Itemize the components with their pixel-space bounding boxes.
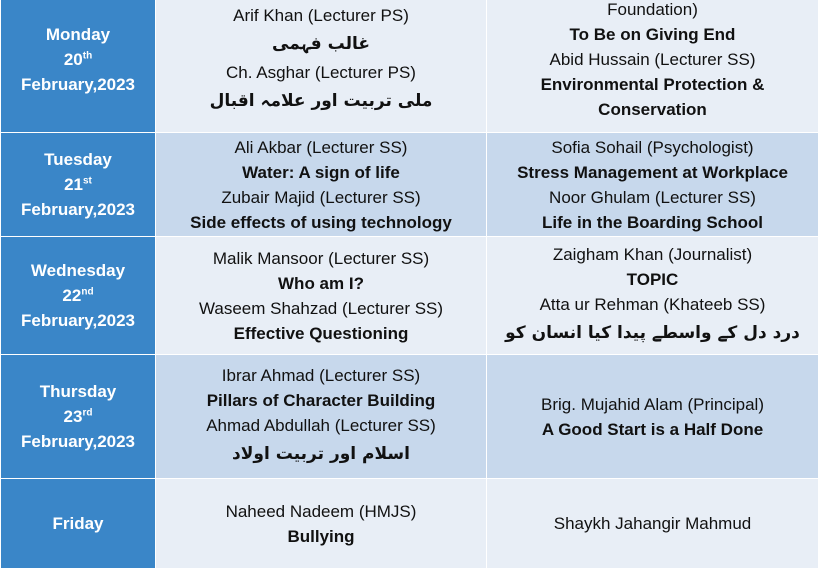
session-topic: Conservation [487,97,818,122]
day-date [1,172,155,197]
speaker-name: Zaigham Khan (Journalist) [487,242,818,267]
session-cell-second [487,133,818,237]
day-cell [1,355,156,479]
session-topic: Effective Questioning [156,321,486,346]
session-topic: Pillars of Character Building [156,388,486,413]
day-name: Tuesday [1,147,155,172]
speaker-name: Sofia Sohail (Psychologist) [487,135,818,160]
day-date [1,404,155,429]
session-topic: To Be on Giving End [487,22,818,47]
date-suffix: nd [81,286,93,297]
speaker-name: Waseem Shahzad (Lecturer SS) [156,296,486,321]
speaker-name: Zubair Majid (Lecturer SS) [156,185,486,210]
speaker-name: Abid Hussain (Lecturer SS) [487,47,818,72]
session-topic: Stress Management at Workplace [487,160,818,185]
session-cell-first [156,479,487,569]
session-topic: Environmental Protection & [487,72,818,97]
schedule-row-friday [1,479,818,569]
session-topic: Bullying [156,524,486,549]
session-topic: Side effects of using technology [156,210,486,235]
speaker-name: Brig. Mujahid Alam (Principal) [487,392,818,417]
speaker-name: Ahmad Abdullah (Lecturer SS) [156,413,486,438]
date-number: 23 [64,407,83,426]
session-cell-second [487,237,818,355]
day-date [1,47,155,72]
date-number: 22 [62,286,81,305]
day-cell [1,237,156,355]
date-suffix: rd [82,407,92,418]
day-name: Friday [1,511,155,536]
day-name: Monday [1,22,155,47]
day-cell [1,0,156,133]
month-year: February,2023 [1,72,155,97]
session-topic: اسلام اور تربیت اولاد [156,438,486,470]
session-topic: Life in the Boarding School [487,210,818,235]
session-cell-first [156,355,487,479]
session-cell-second [487,479,818,569]
month-year: February,2023 [1,197,155,222]
speaker-name: Ch. Asghar (Lecturer PS) [156,60,486,85]
session-cell-first [156,0,487,133]
month-year: February,2023 [1,429,155,454]
session-topic: Who am I? [156,271,486,296]
date-number: 21 [64,175,83,194]
schedule-body [1,0,818,569]
day-name: Wednesday [1,258,155,283]
session-topic: Water: A sign of life [156,160,486,185]
day-name: Thursday [1,379,155,404]
session-topic: A Good Start is a Half Done [487,417,818,442]
date-suffix: th [83,50,92,61]
speaker-name: Noor Ghulam (Lecturer SS) [487,185,818,210]
schedule-row-thursday [1,355,818,479]
schedule-row-tuesday [1,133,818,237]
day-date [1,283,155,308]
speaker-name: Ali Akbar (Lecturer SS) [156,135,486,160]
day-cell [1,479,156,569]
session-topic: غالب فہمی [156,28,486,60]
speaker-name: Malik Mansoor (Lecturer SS) [156,246,486,271]
speaker-name: Shaykh Jahangir Mahmud [487,511,818,536]
speaker-name: Atta ur Rehman (Khateeb SS) [487,292,818,317]
date-number: 20 [64,50,83,69]
speaker-name: Foundation) [487,0,818,22]
session-cell-first [156,237,487,355]
session-cell-second [487,0,818,133]
session-cell-first [156,133,487,237]
day-cell [1,133,156,237]
schedule-row-wednesday [1,237,818,355]
session-topic: TOPIC [487,267,818,292]
session-cell-second [487,355,818,479]
month-year: February,2023 [1,308,155,333]
schedule-row-monday [1,0,818,133]
date-suffix: st [83,175,92,186]
speaker-name: Arif Khan (Lecturer PS) [156,3,486,28]
speaker-name: Ibrar Ahmad (Lecturer SS) [156,363,486,388]
session-topic: درد دل کے واسطے پیدا کیا انسان کو [487,317,818,349]
session-topic: ملی تربیت اور علامہ اقبال [156,85,486,117]
speaker-name: Naheed Nadeem (HMJS) [156,499,486,524]
